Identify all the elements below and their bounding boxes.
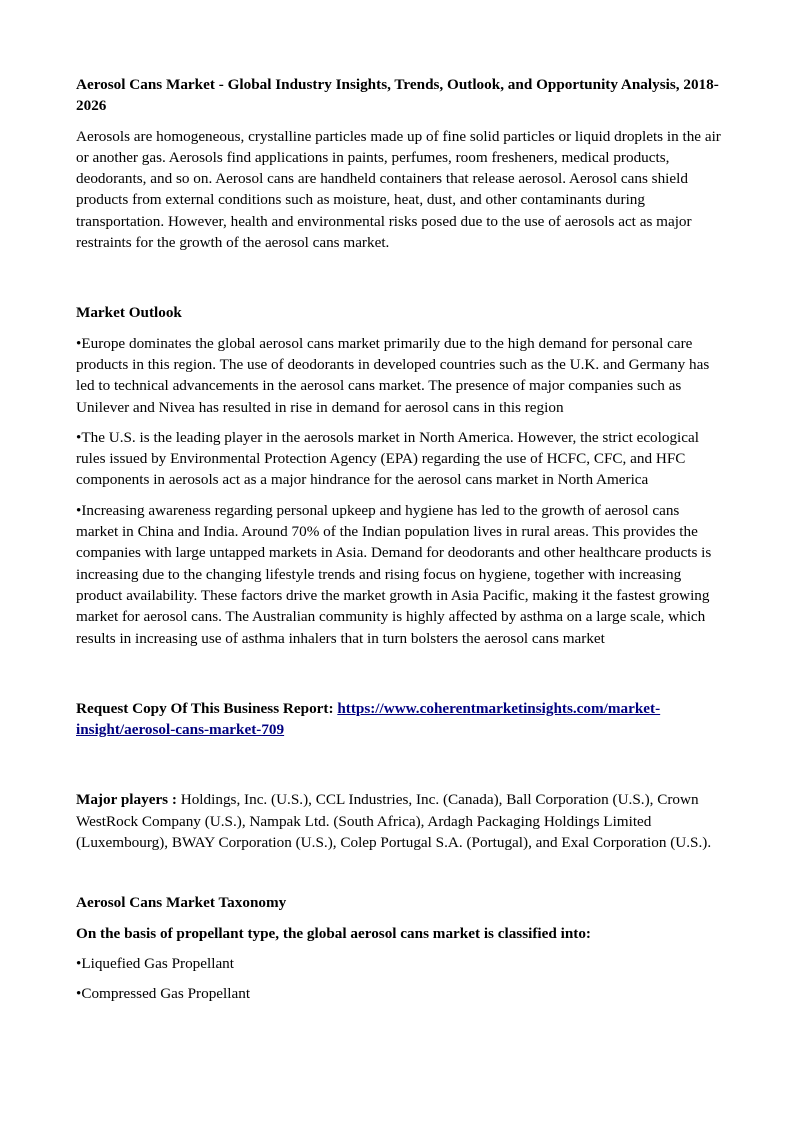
major-players-label: Major players : xyxy=(76,791,181,809)
major-players-text: Holdings, Inc. (U.S.), CCL Industries, Inc. (Canada), Ball Corporation (U.S.), Crown WestRock Company (U.S.), Nampak Ltd. (South Africa), Ardagh Packaging Holdings Limited (Luxembourg), BWAY Corporation (U.S.), Colep Portugal S.A. (Portugal), and Exal Corporation (U.S.). xyxy=(76,791,712,852)
intro-paragraph: Aerosols are homogeneous, crystalline particles made up of fine solid particles or liquid droplets in the air or another gas. Aerosols find applications in paints, perfumes, room fresheners, medical products, deodorants, and so on. Aerosol cans are handheld containers that release aerosol. Aerosol cans shield products from external conditions such as moisture, heat, dust, and other contaminants during transportation. However, health and environmental risks posed due to the use of aerosols act as major restraints for the growth of the aerosol cans market. xyxy=(76,127,721,252)
taxonomy-subheading: On the basis of propellant type, the global aerosol cans market is classified into: xyxy=(76,924,591,942)
document-title: Aerosol Cans Market - Global Industry Insights, Trends, Outlook, and Opportunity Analysis, 2018-2026 xyxy=(76,76,719,115)
spacer xyxy=(76,262,724,302)
outlook-bullet-asia: •Increasing awareness regarding personal upkeep and hygiene has led to the growth of aerosol cans market in China and India. Around 70% of the Indian population lives in rural areas. This provides the companies with large untapped markets in Asia. Demand for deodorants and other healthcare products is increasing due to the changing lifestyle trends and rising focus on hygiene, together with increasing product availability. These factors drive the market growth in Asia Pacific, making it the fastest growing market for aerosol cans. The Australian community is highly affected by asthma on a large scale, which results in increasing use of asthma inhalers that in turn bolsters the aerosol cans market xyxy=(76,501,712,647)
taxonomy-item-compressed: •Compressed Gas Propellant xyxy=(76,985,251,1003)
major-players-paragraph xyxy=(76,789,724,853)
document-page xyxy=(76,74,724,1014)
spacer xyxy=(76,862,724,892)
market-outlook-heading: Market Outlook xyxy=(76,304,182,322)
report-link[interactable]: https://www.coherentmarketinsights.com/market-insight/aerosol-cans-market-709 xyxy=(76,699,661,739)
taxonomy-heading: Aerosol Cans Market Taxonomy xyxy=(76,894,287,912)
spacer xyxy=(76,658,724,698)
request-copy-label: Request Copy Of This Business Report: xyxy=(76,699,338,717)
outlook-bullet-us: •The U.S. is the leading player in the aerosols market in North America. However, the strict ecological rules issued by Environmental Protection Agency (EPA) regarding the use of HCFC, CFC, and HFC components in aerosols act as a major hindrance for the aerosol cans market in North America xyxy=(76,428,699,489)
request-copy-line xyxy=(76,698,724,741)
spacer xyxy=(76,749,724,789)
taxonomy-item-liquefied: •Liquefied Gas Propellant xyxy=(76,954,234,972)
outlook-bullet-europe: •Europe dominates the global aerosol cans market primarily due to the high demand for personal care products in this region. The use of deodorants in developed countries such as the U.K. and Germany has led to technical advancements in the aerosol cans market. The presence of major companies such as Unilever and Nivea has resulted in rise in demand for aerosol cans in this region xyxy=(76,334,710,416)
